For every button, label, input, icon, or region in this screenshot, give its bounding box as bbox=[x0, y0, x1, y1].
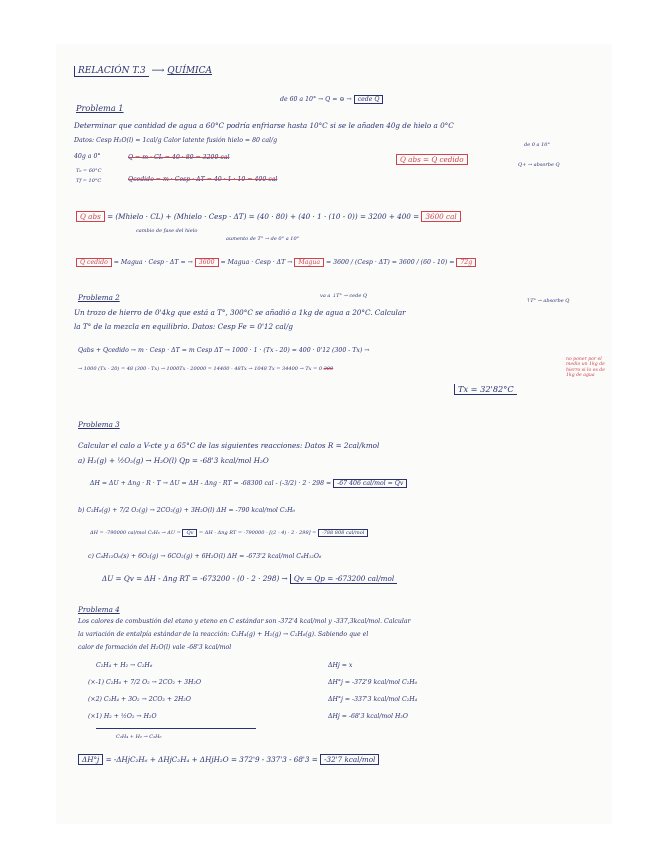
p3-a-result: -67 406 cal/mol = Qv bbox=[333, 479, 407, 488]
p2-right-note: ↑T° → absorbe Q bbox=[526, 298, 570, 304]
p4-row-0-eq: C₂H₄ + H₂ → C₂H₆ bbox=[96, 662, 153, 669]
p1-qabs-sub-1: cambio de fase del hielo bbox=[136, 228, 198, 234]
p1-qced-magua: Magua bbox=[294, 258, 324, 267]
p3-c-reaction: c) C₆H₁₂O₆(s) + 6O₂(g) → 6CO₂(g) + 6H₂O(l) ΔH = -673'2 kcal/mol C₆H₁₂O₆ bbox=[88, 553, 322, 560]
p4-final-expr: = -ΔHjC₂H₆ + ΔHjC₂H₄ + ΔHjH₂O = 372'9 - 337'3 - 68'3 = bbox=[105, 755, 318, 764]
p2-statement-2: la T° de la mezcla en equilibrio. Datos: Cesp Fe = 0'12 cal/g bbox=[74, 322, 293, 331]
p1-left-2: T₀ = 60°C bbox=[76, 168, 102, 174]
p3-c-result: Qv = Qp = -673200 cal/mol bbox=[290, 574, 397, 584]
p3-b-qv: Qv bbox=[182, 529, 197, 537]
p4-row-2-eq: (×2) C₂H₄ + 3O₂ → 2CO₂ + 2H₂O bbox=[88, 696, 191, 703]
p2-margin-note: no poner por el medio un 1kg de hierro si lo es de 1kg de agua bbox=[566, 357, 605, 379]
p4-row-0-dh: ΔHj = x bbox=[328, 662, 353, 669]
problem-2-heading: Problema 2 bbox=[78, 293, 120, 302]
p1-qabs-row bbox=[76, 212, 461, 221]
p4-row-1-eq: (×-1) C₂H₆ + 7/2 O₂ → 2CO₂ + 3H₂O bbox=[88, 679, 202, 686]
p4-sum-row: C₂H₄ + H₂ → C₂H₆ bbox=[116, 734, 162, 740]
p1-qabs-sub-2: aumento de T° → de 0° a 10° bbox=[226, 236, 300, 242]
p4-row-3-dh: ΔHj = -68'3 kcal/mol H₂O bbox=[328, 713, 408, 720]
p1-qced-label: Q cedido bbox=[76, 258, 112, 267]
p3-a-eq: ΔH = ΔU + Δng · R · T → ΔU = ΔH - Δng · RT = -68300 cal - (-3/2) · 2 · 298 = bbox=[90, 480, 332, 487]
p1-qabs-result: 3600 cal bbox=[421, 211, 460, 222]
p3-b-reaction: b) C₂H₆(g) + 7/2 O₂(g) → 2CO₂(g) + 3H₂O(l) ΔH = -790 kcal/mol C₂H₆ bbox=[78, 507, 295, 514]
problem-1-heading: Problema 1 bbox=[76, 103, 124, 113]
p1-statement: Determinar que cantidad de agua a 60°C podría enfriarse hasta 10°C si se le añaden 40g de hielo a 0°C bbox=[74, 121, 454, 130]
p2-eq-2: → 1000 (Tx - 20) = 48 (300 - Tx) → 1000Tx - 20000 = 14400 - 48Tx → 1048 Tx = 34400 → Tx = 0 bbox=[78, 366, 323, 372]
p4-final-result: -32'7 kcal/mol bbox=[320, 754, 379, 765]
p4-statement-3: calor de formación del H₂O(l) vale -68'3 kcal/mol bbox=[78, 644, 232, 651]
p1-balance-box: Q abs = Q cedido bbox=[396, 154, 468, 165]
relation-title: RELACIÓN T.3 bbox=[74, 66, 149, 77]
p3-c-row bbox=[102, 574, 397, 583]
p1-qced-row bbox=[76, 259, 476, 266]
p2-statement-1: Un trozo de hierro de 0'4kg que está a T°, 300°C se añadió a 1kg de agua a 20°C. Calcular bbox=[74, 308, 406, 317]
p1-qced-frac: = 3600 / (Cesp · ΔT) = 3600 / (60 - 10) = bbox=[326, 259, 455, 266]
p4-final-row bbox=[78, 755, 379, 764]
p4-row-3-eq: (×1) H₂ + ½O₂ → H₂O bbox=[88, 713, 157, 720]
problem-3-heading: Problema 3 bbox=[78, 420, 120, 429]
p1-top-note bbox=[280, 96, 383, 103]
p1-qcedido-line: Qcedido = m · Cesp · ΔT = 40 · 1 · 10 = 400 cal bbox=[128, 176, 278, 183]
p1-side-note-2: Q+ → absorbe Q bbox=[518, 162, 560, 168]
p2-eq-1: Qabs + Qcedido → m · Cesp · ΔT = m Cesp ΔT → 1000 · 1 · (Tx - 20) = 400 · 0'12 (300 - Tx) → bbox=[78, 347, 370, 354]
p1-top-note-box: cede Q bbox=[354, 95, 384, 104]
p1-datos: Datos: Cesp H₂O(l) = 1cal/g Calor latente fusión hielo = 80 cal/g bbox=[74, 137, 278, 144]
p2-eq-2-row bbox=[78, 366, 333, 372]
p3-a-row bbox=[90, 480, 407, 487]
p4-row-2-dh: ΔH°j = -337'3 kcal/mol C₂H₄ bbox=[328, 696, 418, 703]
header: RELACIÓN T.3 ⟶ QUÍMICA bbox=[74, 66, 212, 76]
p3-b-eq-1: ΔH = -790000 cal/mol C₂H₆ → ΔU = bbox=[90, 530, 181, 536]
p1-left-1: 40g a 0° bbox=[74, 153, 101, 160]
notebook-page bbox=[56, 44, 612, 824]
p1-qabs-line: Q = m · CL = 40 · 80 = 3200 cal bbox=[128, 154, 230, 161]
p1-qabs-expr: = (Mhielo · CL) + (Mhielo · Cesp · ΔT) = (40 · 80) + (40 · 1 · (10 - 0)) = 3200 + 400 = bbox=[107, 212, 420, 221]
p1-qced-expr2: = Magua · Cesp · ΔT → bbox=[220, 259, 293, 266]
p2-top-note: va a ↓T° → cede Q bbox=[320, 293, 367, 299]
p3-a-reaction: a) H₂(g) + ½O₂(g) → H₂O(l) Qp = -68'3 kcal/mol H₂O bbox=[78, 456, 269, 465]
p1-qced-result: 72g bbox=[456, 258, 476, 267]
p4-row-1-dh: ΔH°j = -372'9 kcal/mol C₂H₆ bbox=[328, 679, 418, 686]
p3-c-eq: ΔU = Qv = ΔH - Δng RT = -673200 - (0 · 2 · 298) → bbox=[102, 574, 288, 583]
p3-statement: Calcular el calo a V-cte y a 65°C de las siguientes reacciones: Datos R = 2cal/kmol bbox=[78, 441, 380, 450]
p1-side-note-1: de 0 a 10° bbox=[524, 142, 550, 148]
p3-b-result: -788 808 cal/mol bbox=[318, 529, 368, 537]
p4-statement-2: la variación de entalpía estándar de la reacción: C₂H₄(g) + H₂(g) → C₂H₆(g). Sabiendo que el bbox=[78, 631, 369, 638]
p3-b-eq-2: = ΔH - Δng RT = -790000 - [(2 - 4) · 2 · 298] = bbox=[199, 530, 317, 536]
p4-statement-1: Los calores de combustión del etano y eteno en C estándar son -372'4 kcal/mol y -337,3kcal/mol. Calcular bbox=[78, 618, 411, 625]
subject-title: QUÍMICA bbox=[167, 66, 212, 76]
p1-qced-expr: = Magua · Cesp · ΔT = → bbox=[113, 259, 193, 266]
problem-4-heading: Problema 4 bbox=[78, 605, 120, 614]
p2-result: Tx = 32'82°C bbox=[454, 384, 517, 395]
p1-qced-3600: 3600 bbox=[195, 258, 219, 267]
p1-top-note-text: de 60 a 10° → Q = ⊖ → bbox=[280, 96, 352, 103]
p1-left-3: Tf = 10°C bbox=[76, 178, 102, 184]
p4-sum-divider bbox=[96, 728, 256, 729]
p4-final-label: ΔH°j bbox=[78, 754, 103, 765]
p1-qabs-label: Q abs bbox=[76, 211, 105, 222]
p2-eq-2-crossed: 300 bbox=[323, 366, 334, 372]
p3-b-row bbox=[90, 530, 368, 536]
